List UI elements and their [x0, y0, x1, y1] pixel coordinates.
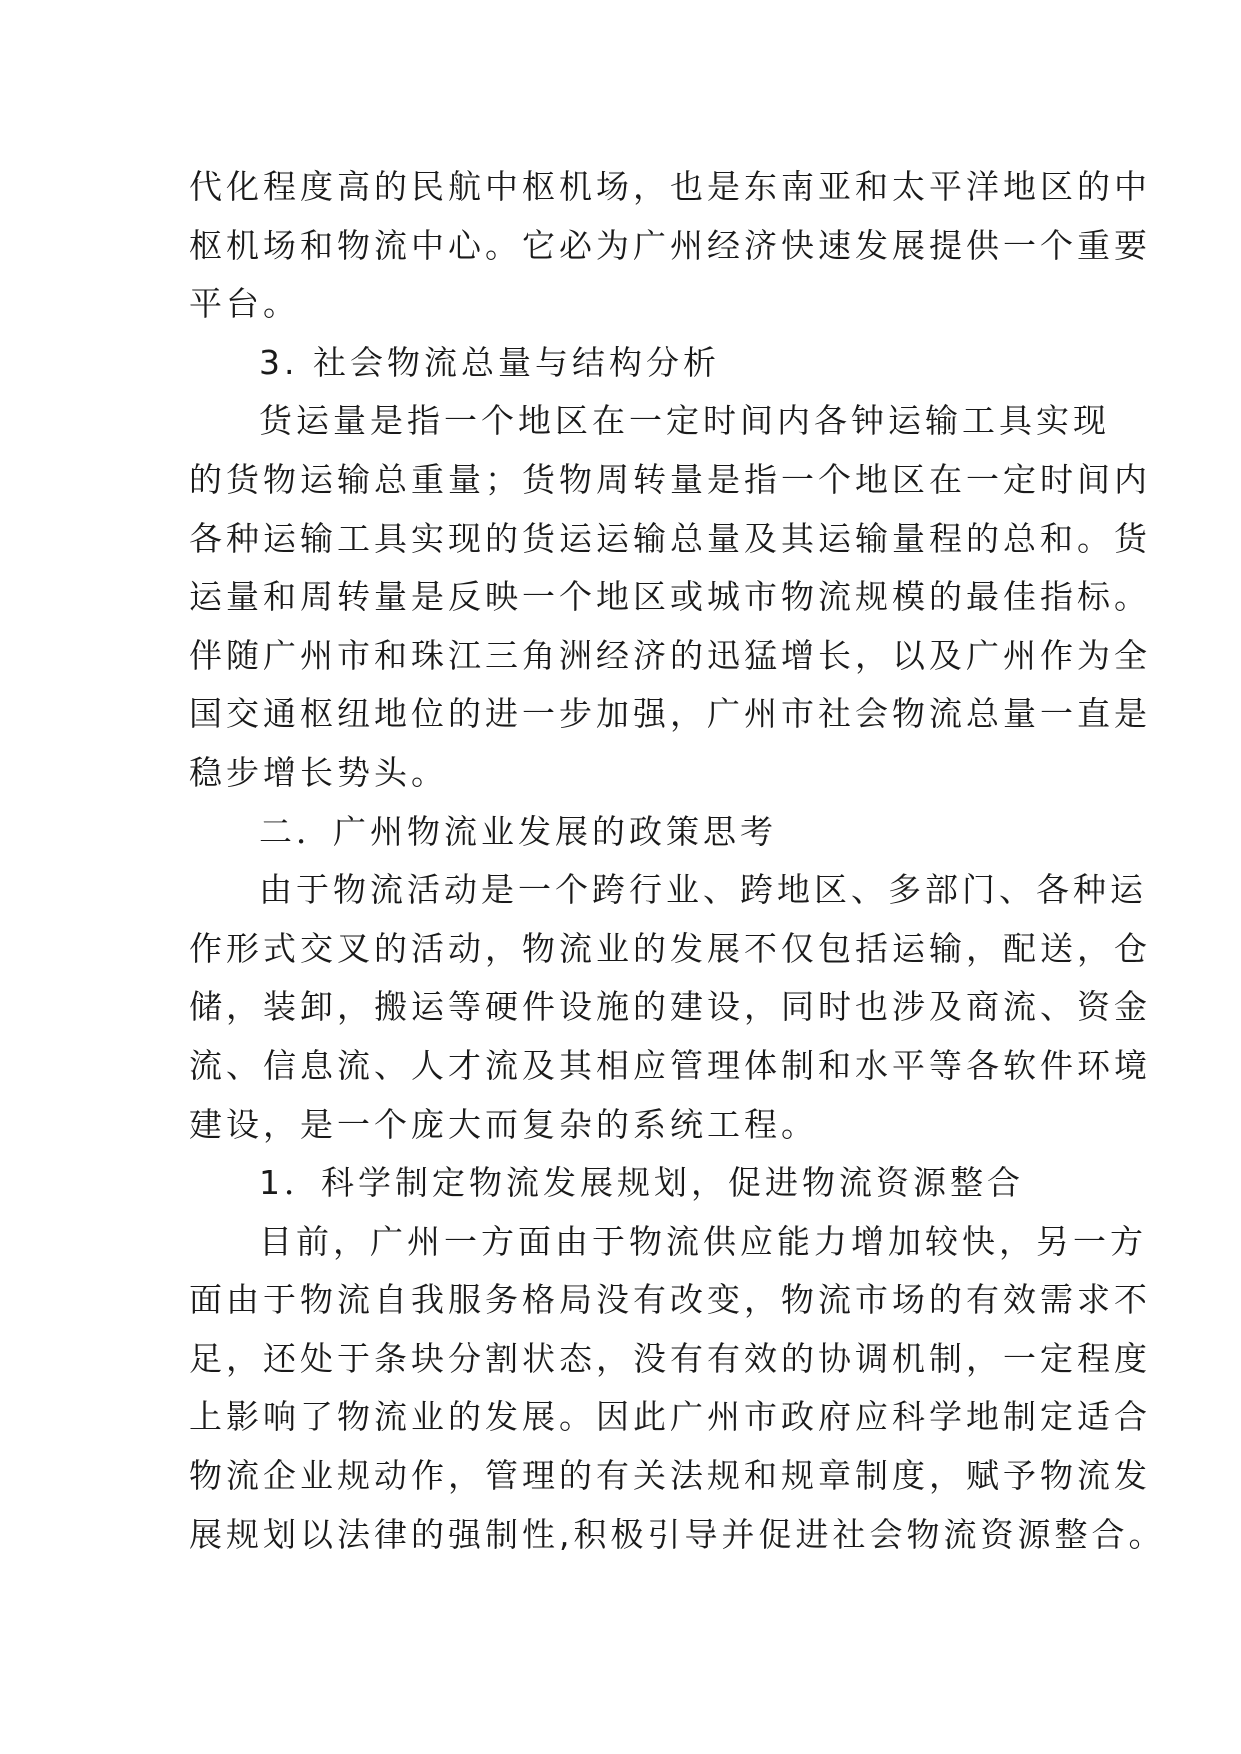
- section-heading: 1．科学制定物流发展规划，促进物流资源整合: [259, 1163, 1024, 1203]
- text-line: 上影响了物流业的发展。因此广州市政府应科学地制定适合: [189, 1397, 1151, 1437]
- text-line: 目前，广州一方面由于物流供应能力增加较快，另一方: [259, 1221, 1147, 1261]
- text-line: 代化程度高的民航中枢机场，也是东南亚和太平洋地区的中: [189, 167, 1151, 206]
- text-line: 平台。: [189, 284, 300, 324]
- document-body: [189, 158, 1166, 1564]
- text-line: 稳步增长势头。: [189, 752, 448, 792]
- text-line: 面由于物流自我服务格局没有改变，物流市场的有效需求不: [189, 1280, 1151, 1320]
- section-heading: 3. 社会物流总量与结构分析: [259, 342, 720, 382]
- text-line: 储，装卸，搬运等硬件设施的建设，同时也涉及商流、资金: [189, 987, 1151, 1027]
- text-line: 由于物流活动是一个跨行业、跨地区、多部门、各种运: [259, 870, 1147, 910]
- text-line: 枢机场和物流中心。它必为广州经济快速发展提供一个重要: [189, 225, 1151, 265]
- text-line: 运量和周转量是反映一个地区或城市物流规模的最佳指标。: [189, 577, 1151, 617]
- text-line: 物流企业规动作，管理的有关法规和规章制度，赋予物流发: [189, 1456, 1151, 1496]
- text-line: 流、信息流、人才流及其相应管理体制和水平等各软件环境: [189, 1045, 1151, 1085]
- text-line: 的货物运输总重量；货物周转量是指一个地区在一定时间内: [189, 459, 1151, 499]
- text-line: 货运量是指一个地区在一定时间内各钟运输工具实现: [259, 401, 1110, 441]
- text-line: 作形式交叉的活动，物流业的发展不仅包括运输，配送，仓: [189, 928, 1151, 968]
- text-line: 国交通枢纽地位的进一步加强，广州市社会物流总量一直是: [189, 694, 1151, 734]
- text-line: 伴随广州市和珠江三角洲经济的迅猛增长，以及广州作为全: [189, 635, 1151, 675]
- text-line: 足，还处于条块分割状态，没有有效的协调机制，一定程度: [189, 1338, 1151, 1378]
- text-line: 展规划以法律的强制性,积极引导并促进社会物流资源整合。: [189, 1514, 1166, 1554]
- text-line: 建设，是一个庞大而复杂的系统工程。: [189, 1104, 818, 1144]
- section-heading: 二．广州物流业发展的政策思考: [259, 811, 777, 851]
- text-line: 各种运输工具实现的货运运输总量及其运输量程的总和。货: [189, 518, 1151, 558]
